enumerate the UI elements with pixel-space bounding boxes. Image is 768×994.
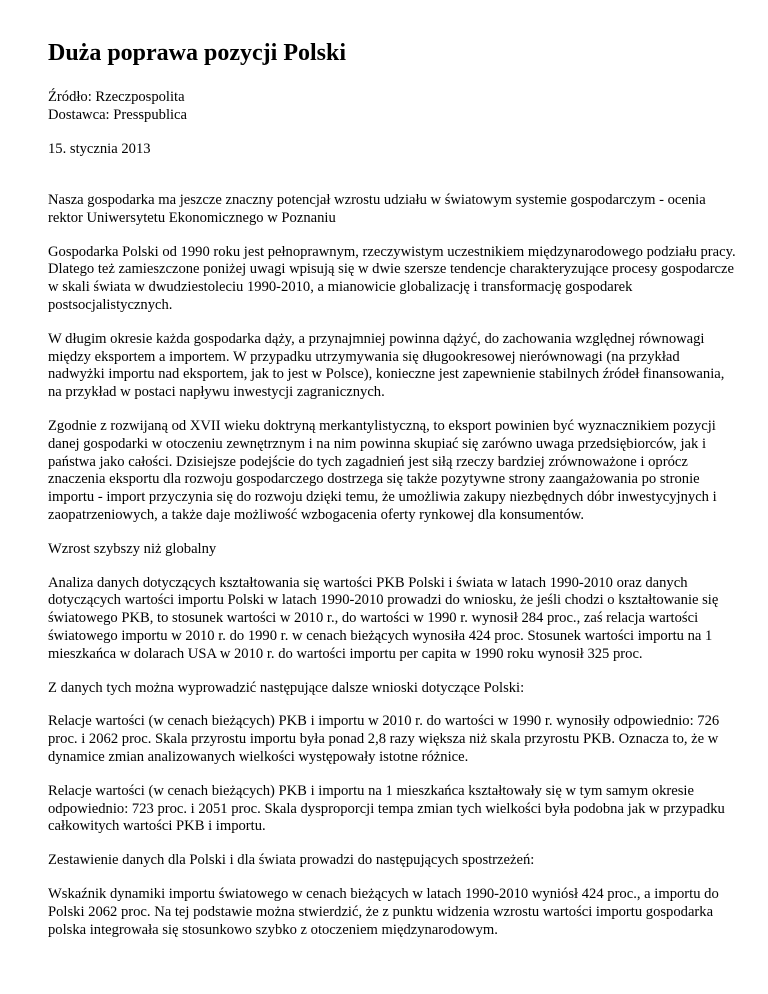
article-provider: Dostawca: Presspublica — [48, 107, 188, 123]
article-subheading: Wzrost szybszy niż globalny — [48, 540, 217, 557]
article-paragraph: Relacje wartości (w cenach bieżących) PKB i importu na 1 mieszkańca kształtowały się w tym samym okresie odpowiednio: 723 proc. i 2051 proc. Skala dysproporcji tempa zmian tych wielkości była podobna jak w przypadku całkowitych wartości PKB i importu. — [48, 782, 725, 835]
article-paragraph: Wskaźnik dynamiki importu światowego w cenach bieżących w latach 1990-2010 wyniósł 424 proc., a importu do Polski 2062 proc. Na tej podstawie można stwierdzić, że z punktu widzenia wzrostu wartości importu gospodarka polska integrowała się stosunkowo szybko z otoczeniem międzynarodowym. — [48, 885, 719, 938]
article-date: 15. stycznia 2013 — [48, 141, 151, 157]
article-paragraph: Relacje wartości (w cenach bieżących) PKB i importu w 2010 r. do wartości w 1990 r. wynosiły odpowiednio: 726 proc. i 2062 proc. Skala przyrostu importu była ponad 2,8 razy większa niż skala przyrostu PKB. Oznacza to, że w dynamice zmian analizowanych wielkości występowały istotne różnice. — [48, 713, 720, 765]
article — [48, 38, 738, 955]
article-paragraph: Zestawienie danych dla Polski i dla świata prowadzi do następujących spostrzeżeń: — [48, 852, 535, 869]
article-paragraph: Z danych tych można wyprowadzić następujące dalsze wnioski dotyczące Polski: — [48, 679, 525, 696]
article-paragraph: Analiza danych dotyczących kształtowania się wartości PKB Polski i świata w latach 1990-2010 oraz danych dotyczących wartości importu Polski w latach 1990-2010 prowadzi do wniosku, że jeśli chodzi o kształtowanie się światowego PKB, to stosunek wartości w 2010 r., do wartości w 1990 r. wynosił 284 proc., zaś relacja wartości światowego importu w 2010 r. do 1990 r. w cenach bieżących wynosiła 424 proc. Stosunek wartości importu na 1 mieszkańca w dolarach USA w 2010 r. do wartości importu per capita w 1990 roku wynosił 325 proc. — [48, 574, 719, 662]
article-paragraph: Zgodnie z rozwijaną od XVII wieku doktryną merkantylistyczną, to eksport powinien być wyznacznikiem pozycji danej gospodarki w otoczeniu zewnętrznym i na nim powinna skupiać się zarówno uwaga przedsiębiorców, jak i państwa jako całości. Dzisiejsze podejście do tych zagadnień jest siłą rzeczy bardziej zrównoważone i oprócz znaczenia eksportu dla rozwoju gospodarczego dostrzega się także pozytywne strony zaangażowania po stronie importu - import przyczynia się do rozwoju dzięki temu, że umożliwia zakupy niezbędnych dóbr inwestycyjnych i zaopatrzeniowych, a także daje możliwość wzbogacenia oferty rynkowej dla konsumentów. — [48, 417, 717, 523]
article-paragraph: W długim okresie każda gospodarka dąży, a przynajmniej powinna dążyć, do zachowania względnej równowagi między eksportem a importem. W przypadku utrzymywania się długookresowej nierównowagi (na przykład nadwyżki importu nad eksportem, jak to jest w Polsce), konieczne jest zapewnienie stabilnych źródeł finansowania, na przykład w postaci napływu inwestycji zagranicznych. — [48, 330, 725, 401]
article-lead: Nasza gospodarka ma jeszcze znaczny potencjał wzrostu udziału w światowym systemie gospodarczym - ocenia rektor Uniwersytetu Ekonomicznego w Poznaniu — [48, 192, 706, 226]
article-title: Duża poprawa pozycji Polski — [48, 40, 347, 66]
article-meta — [48, 88, 738, 124]
article-source: Źródło: Rzeczpospolita — [48, 89, 185, 105]
article-paragraph: Gospodarka Polski od 1990 roku jest pełnoprawnym, rzeczywistym uczestnikiem międzynarodowego podziału pracy. Dlatego też zamieszczone poniżej uwagi wpisują się w dwie szersze tendencje charakteryzujące procesy gospodarcze w skali świata w dwudziestoleciu 1990-2010, a mianowicie globalizację i transformację gospodarek postsocjalistycznych. — [48, 243, 736, 313]
